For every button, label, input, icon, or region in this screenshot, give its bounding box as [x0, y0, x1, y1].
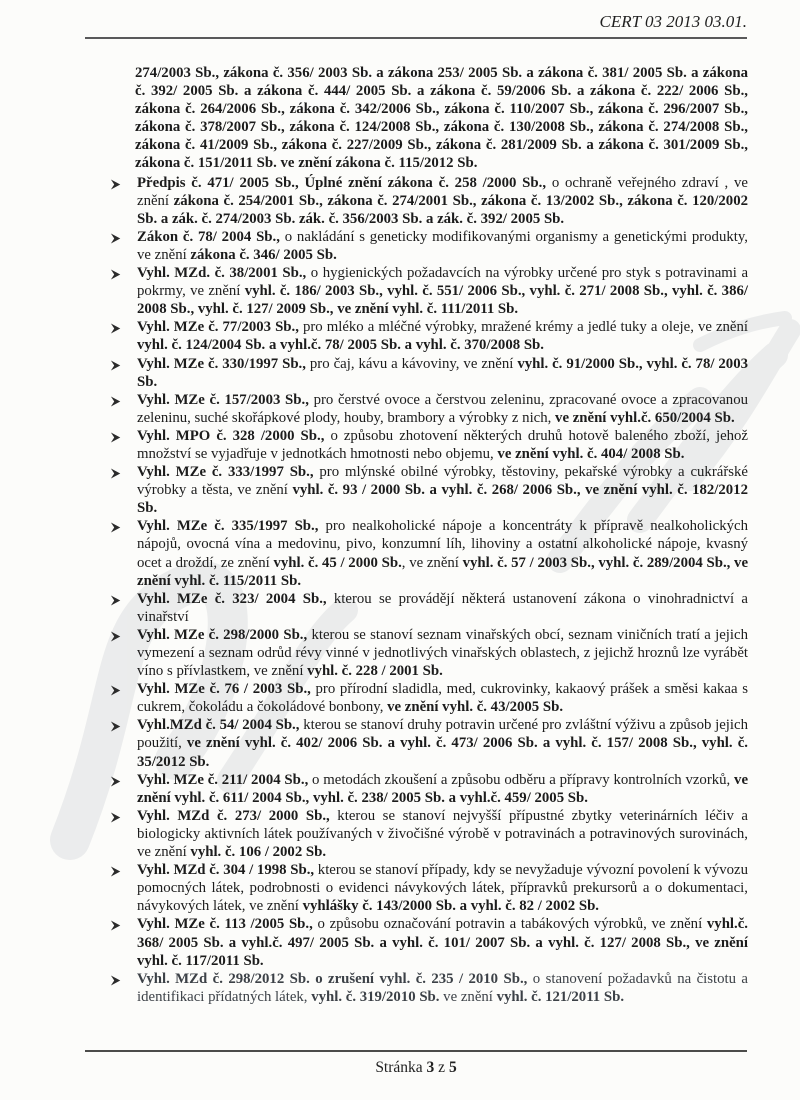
list-item-text: Vyhl. MZd č. 304 / 1998 Sb., kterou se stanoví případy, kdy se nevyžaduje vývozní povolení k vývozu pomocných látek, podrobnosti o evidenci návykových látek, přípravků prekursorů a o dokumentaci, návykových látek, ve znění vyhlášky č. 143/2000 Sb. a vyhl. č. 82 / 2002 Sb. [137, 862, 748, 915]
list-item-text: Vyhl. MZd. č. 38/2001 Sb., o hygienických požadavcích na výrobky určené pro styk s potravinami a pokrmy, ve znění vyhl. č. 186/ 2003 Sb., vyhl. č. 551/ 2006 Sb., vyhl. č. 271/ 2008 Sb., vyhl. č. 386/ 2008 Sb., vyhl. č. 127/ 2009 Sb., ve znění vyhl. č. 111/2011 Sb. [137, 265, 749, 318]
arrow-bullet-icon [108, 807, 137, 828]
list-item-text: Vyhl. MZe č. 157/2003 Sb., pro čerstvé ovoce a čerstvou zeleninu, zpracované ovoce a zpracovanou zeleninu, suché skořápkové plody, houby, brambory a výrobky z nich, ve znění vyhl.č. 650/2004 Sb. [137, 391, 748, 426]
page-number-text: Stránka 3 z 5 [375, 1059, 457, 1076]
list-item [135, 861, 748, 915]
list-item [135, 463, 748, 517]
list-item [135, 807, 748, 861]
arrow-bullet-icon [108, 771, 137, 792]
list-item-text: Zákon č. 78/ 2004 Sb., o nakládání s geneticky modifikovanými organismy a genetickými produkty, ve znění zákona č. 346/ 2005 Sb. [137, 228, 748, 263]
list-item [135, 427, 748, 463]
list-item [135, 716, 748, 770]
list-item [135, 228, 748, 264]
list-item-text: Vyhl. MZe č. 330/1997 Sb., pro čaj, kávu a kávoviny, ve znění vyhl. č. 91/2000 Sb., vyhl. č. 78/ 2003 Sb. [137, 355, 748, 390]
list-item [135, 970, 748, 1006]
arrow-bullet-icon [108, 590, 137, 611]
list-item-text: Vyhl.MZd č. 54/ 2004 Sb., kterou se stanoví druhy potravin určené pro zvláštní výživu a způsob jejich použití, ve znění vyhl. č. 402/ 2006 Sb. a vyhl. č. 473/ 2006 Sb. a vyhl. č. 157/ 2008 Sb., vyhl. č. 35/2012 Sb. [137, 717, 748, 770]
arrow-bullet-icon [108, 680, 137, 701]
header-doc-code [85, 12, 747, 39]
list-item [135, 174, 748, 228]
page-footer [85, 1050, 747, 1077]
arrow-bullet-icon [108, 264, 137, 285]
list-item-text: Vyhl. MZe č. 76 / 2003 Sb., pro přírodní sladidla, med, cukrovinky, kakaový prášek a směsi kakaa s cukrem, čokoládu a čokoládové bonbony, ve znění vyhl. č. 43/2005 Sb. [137, 681, 748, 716]
list-item-text: Vyhl. MZe č. 77/2003 Sb., pro mléko a mléčné výrobky, mražené krémy a jedlé tuky a oleje, ve znění vyhl. č. 124/2004 Sb. a vyhl.č. 78/ 2005 Sb. a vyhl. č. 370/2008 Sb. [137, 319, 748, 354]
arrow-bullet-icon [108, 861, 137, 882]
list-item-text: Vyhl. MPO č. 328 /2000 Sb., o způsobu zhotovení některých druhů hotově baleného zboží, jehož množství se vyjadřuje v jednotkách hmotnosti nebo objemu, ve znění vyhl. č. 404/ 2008 Sb. [137, 427, 748, 462]
arrow-bullet-icon [108, 174, 137, 195]
arrow-bullet-icon [108, 517, 137, 538]
list-item-text: Vyhl. MZd č. 273/ 2000 Sb., kterou se stanoví nejvyšší přípustné zbytky veterinárních léčiv a biologicky aktivních látek používaných v živočišné výrobě v potravinách a potravinových surovinách, ve znění vyhl. č. 106 / 2002 Sb. [137, 807, 748, 861]
list-item [135, 626, 748, 680]
list-item [135, 391, 748, 427]
list-item [135, 771, 748, 807]
list-item [135, 680, 748, 716]
intro-paragraph: 274/2003 Sb., zákona č. 356/ 2003 Sb. a zákona 253/ 2005 Sb. a zákona č. 381/ 2005 Sb. a zákona č. 392/ 2005 Sb. a zákona č. 444/ 2005 Sb. a zákona č. 59/2006 Sb. a zákona č. 222/ 2006 Sb., zákona č. 264/2006 Sb., zákona č. 342/2006 Sb., zákona č. 110/2007 Sb., zákona č. 296/2007 Sb., zákona č. 378/2007 Sb., zákona č. 124/2008 Sb., zákona č. 130/2008 Sb., zákona č. 274/2008 Sb., zákona č. 41/2009 Sb., zákona č. 227/2009 Sb., zákona č. 281/2009 Sb. a zákona č. 301/2009 Sb., zákona č. 151/2011 Sb. ve znění zákona č. 115/2012 Sb. [135, 65, 748, 172]
list-item [135, 318, 748, 354]
list-item-text: Vyhl. MZe č. 298/2000 Sb., kterou se stanoví seznam vinařských obcí, seznam viničních tratí a jejich vymezení a seznam odrůd révy vinné v jednotlivých vinařských oblastech, z jejichž hroznů lze vyrábět víno s přívlastkem, ve znění vyhl. č. 228 / 2001 Sb. [137, 626, 748, 680]
arrow-bullet-icon [108, 463, 137, 484]
doc-code-text: CERT 03 2013 03.01. [599, 12, 747, 31]
arrow-bullet-icon [108, 626, 137, 647]
arrow-bullet-icon [108, 970, 137, 991]
list-item [135, 264, 748, 318]
regulation-list [135, 174, 748, 1006]
list-item-text: Vyhl. MZe č. 113 /2005 Sb., o způsobu označování potravin a tabákových výrobků, ve znění vyhl.č. 368/ 2005 Sb. a vyhl.č. 497/ 2005 Sb. a vyhl. č. 101/ 2007 Sb. a vyhl. č. 127/ 2008 Sb., ve znění vyhl. č. 117/2011 Sb. [137, 916, 748, 969]
arrow-bullet-icon [108, 391, 137, 412]
arrow-bullet-icon [108, 915, 137, 936]
arrow-bullet-icon [108, 228, 137, 249]
list-item-text: Vyhl. MZe č. 323/ 2004 Sb., kterou se provádějí některá ustanovení zákona o vinohradnictví a vinařství [137, 590, 748, 625]
arrow-bullet-icon [108, 318, 137, 339]
list-item [135, 517, 748, 589]
list-item-text: Vyhl. MZe č. 333/1997 Sb., pro mlýnské obilné výrobky, těstoviny, pekařské výrobky a cukrářské výrobky a těsta, ve znění vyhl. č. 93 / 2000 Sb. a vyhl. č. 268/ 2006 Sb., ve znění vyhl. č. 182/2012 Sb. [137, 464, 748, 517]
arrow-bullet-icon [108, 427, 137, 448]
list-item-text: Vyhl. MZe č. 211/ 2004 Sb., o metodách zkoušení a způsobu odběru a přípravy kontrolních vzorků, ve znění vyhl. č. 611/ 2004 Sb., vyhl. č. 238/ 2005 Sb. a vyhl.č. 459/ 2005 Sb. [137, 771, 749, 806]
list-item-text: Vyhl. MZd č. 298/2012 Sb. o zrušení vyhl. č. 235 / 2010 Sb., o stanovení požadavků na čistotu a identifikaci přídatných látek, vyhl. č. 319/2010 Sb. ve znění vyhl. č. 121/2011 Sb. [137, 970, 749, 1005]
list-item [135, 355, 748, 391]
list-item [135, 590, 748, 626]
list-item-text: Vyhl. MZe č. 335/1997 Sb., pro nealkoholické nápoje a koncentráty k přípravě nealkoholických nápojů, ovocná vína a medovinu, pivo, konzumní líh, lihoviny a ostatní alkoholické nápoje, kvasný ocet a droždí, ze znění vyhl. č. 45 / 2000 Sb., ve znění vyhl. č. 57 / 2003 Sb., vyhl. č. 289/2004 Sb., ve znění vyhl. č. 115/2011 Sb. [137, 518, 749, 589]
arrow-bullet-icon [108, 355, 137, 376]
list-item-text: Předpis č. 471/ 2005 Sb., Úplné znění zákona č. 258 /2000 Sb., o ochraně veřejného zdraví , ve znění zákona č. 254/2001 Sb., zákona č. 274/2001 Sb., zákona č. 13/2002 Sb., zákona č. 120/2002 Sb. a zák. č. 274/2003 Sb. zák. č. 356/2003 Sb. a zák. č. 392/ 2005 Sb. [137, 174, 749, 227]
arrow-bullet-icon [108, 716, 137, 737]
list-item [135, 915, 748, 969]
document-body [135, 64, 748, 1006]
